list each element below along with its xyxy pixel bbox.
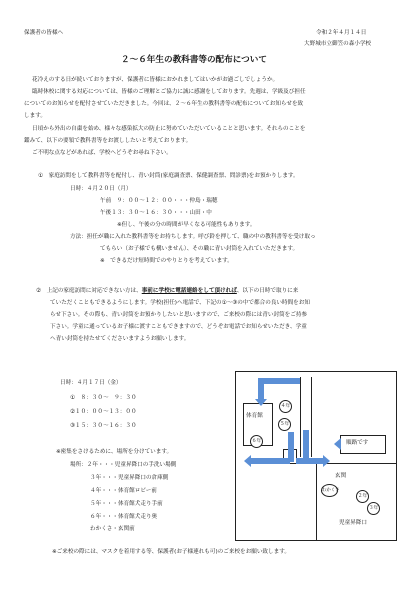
section1-method: てもらい（お子様でも構いません）、その職に青い封筒を入れていただきます。 (100, 246, 299, 252)
section2-para: ていただくこともできるようにします。学校(担任)へ電話で、下記の①～③の中で都合の良い時間をお知 (50, 300, 310, 306)
arrow-head (334, 438, 341, 450)
issue-date: 令和２年４月１４日 (316, 30, 367, 36)
grade-5-marker: ５年 (278, 418, 291, 431)
arrow-head (323, 455, 330, 467)
section2-date: 日時：４月１７日（金） (60, 380, 122, 386)
wakakusa-marker: わかくさ (321, 484, 338, 497)
place-line: ５年・・・体育館犬走り手前 (90, 501, 163, 507)
gym-label: 体育館 (246, 413, 263, 419)
section1-am: 午前 ９：００～１２：００・・・仲島・瑞穂 (100, 198, 218, 204)
school-building (316, 463, 396, 540)
place-line: ４年・・・体育館ロビー前 (90, 488, 157, 494)
intro-line: 花冷えのする日が続いておりますが、保護者に皆様におかれましてはいかがお過ごしでしょうか。 (32, 77, 279, 83)
footer-note: ※ご来校の際には、マスクを着用する等、保護者(お子様連れも可)のご来校をお願い致します。 (52, 549, 290, 555)
section2-text: ② 上記の家庭訪問に対応できない方は、 (36, 288, 142, 294)
grade-3-marker: ３年 (367, 502, 380, 515)
section1-note: ※ できるだけ短時間でのやりとりを考えています。 (100, 258, 233, 264)
grade-2-marker: ２年 (356, 490, 369, 503)
arrow-head (244, 455, 251, 467)
route-arrow (296, 458, 324, 464)
section2-para: 下さい。学童に通っているお子様に渡すこともできますので、どうぞお電話でお知らせいただき、学童 (50, 324, 307, 330)
route-arrow (303, 430, 309, 460)
intro-line: します。 (24, 113, 46, 119)
intro-line: についてのお知らせを配付させていただきました。今回は、２～６年生の教科書等の配布についてお知らせを致 (24, 101, 304, 107)
grade-4-marker: ４年 (279, 400, 292, 413)
intro-line: 鑑みて、以下の要領で教科書等をお渡ししたいと考えております。 (24, 138, 192, 144)
section2-para: へ青い封筒を持たせてくださいますようお願いします。 (50, 336, 190, 342)
section2-text: 、以下の日時で取りに来 (236, 288, 299, 294)
time-slot: ① ８：３０～ ９：３０ (70, 395, 137, 401)
school-name: 大野城市立御笠の森小学校 (304, 41, 372, 47)
arrow-head (255, 399, 267, 406)
route-arrow (258, 378, 300, 384)
intro-line: ご不明な点などがあれば、学校へどうぞお尋ね下さい。 (32, 150, 172, 156)
section1-heading: ① 家庭訪問をして教科書等を配付し、青い封筒(家庭調査票、保健調査票、問診票)をお預かりします。 (38, 173, 299, 179)
page-title: ２～６年生の教科書等の配布について (121, 55, 267, 65)
route-arrow (288, 432, 294, 462)
one-way-label: 順路です (346, 440, 369, 446)
place-line: 場所：２年・・・児童昇降口の手洗い場側 (70, 462, 177, 468)
intro-line: 日頃から外出の自粛を始め、様々な感染拡大の防止に努めていただいていることと思います。それらのことを (32, 126, 306, 132)
place-line: ６年・・・体育館犬走り奥 (90, 514, 158, 520)
kids-entrance-label: 児童昇降口 (339, 520, 367, 526)
section2-para: らせ下さい。その際も、青い封筒をお預かりしたいと思いますので、ご来校の際には青い封筒をご持参 (50, 312, 308, 318)
time-slot: ③１５：３０～１６：３０ (70, 423, 137, 429)
addressee: 保護者の皆様へ (24, 30, 64, 36)
place-line: わかくさ・玄関前 (90, 526, 135, 532)
route-arrow (250, 458, 290, 464)
section1-date: 日時：４月２０日（月） (70, 186, 132, 192)
grade-6-marker: ６年 (250, 435, 263, 448)
section1-note: ※但し、午後の分の時間が早くなる可能性もあります。 (117, 222, 256, 228)
section1-pm: 午後１３：３０～１６：３０・・・山田・中 (100, 210, 212, 216)
entrance-label: 玄関 (335, 473, 347, 479)
section1-method: 方法：担任が職に入れた教科書等をお持ちします。呼び鈴を押して、職の中の教科書等を受け取っ (70, 234, 316, 240)
place-note: ※密集をさけるために、場所を分けています。 (56, 449, 173, 455)
place-line: ３年・・・児童昇降口の倉庫側 (90, 475, 169, 481)
section2-para (36, 289, 298, 295)
time-slot: ②１０：００～１３：００ (70, 409, 137, 415)
intro-line: 臨時休校に関する対応については、皆様のご理解とご協力に誠に感謝をしております。先週は、学級及び担任 (32, 89, 306, 95)
section2-emphasis: 事前に学校に電話連絡をして頂ければ (141, 288, 237, 294)
